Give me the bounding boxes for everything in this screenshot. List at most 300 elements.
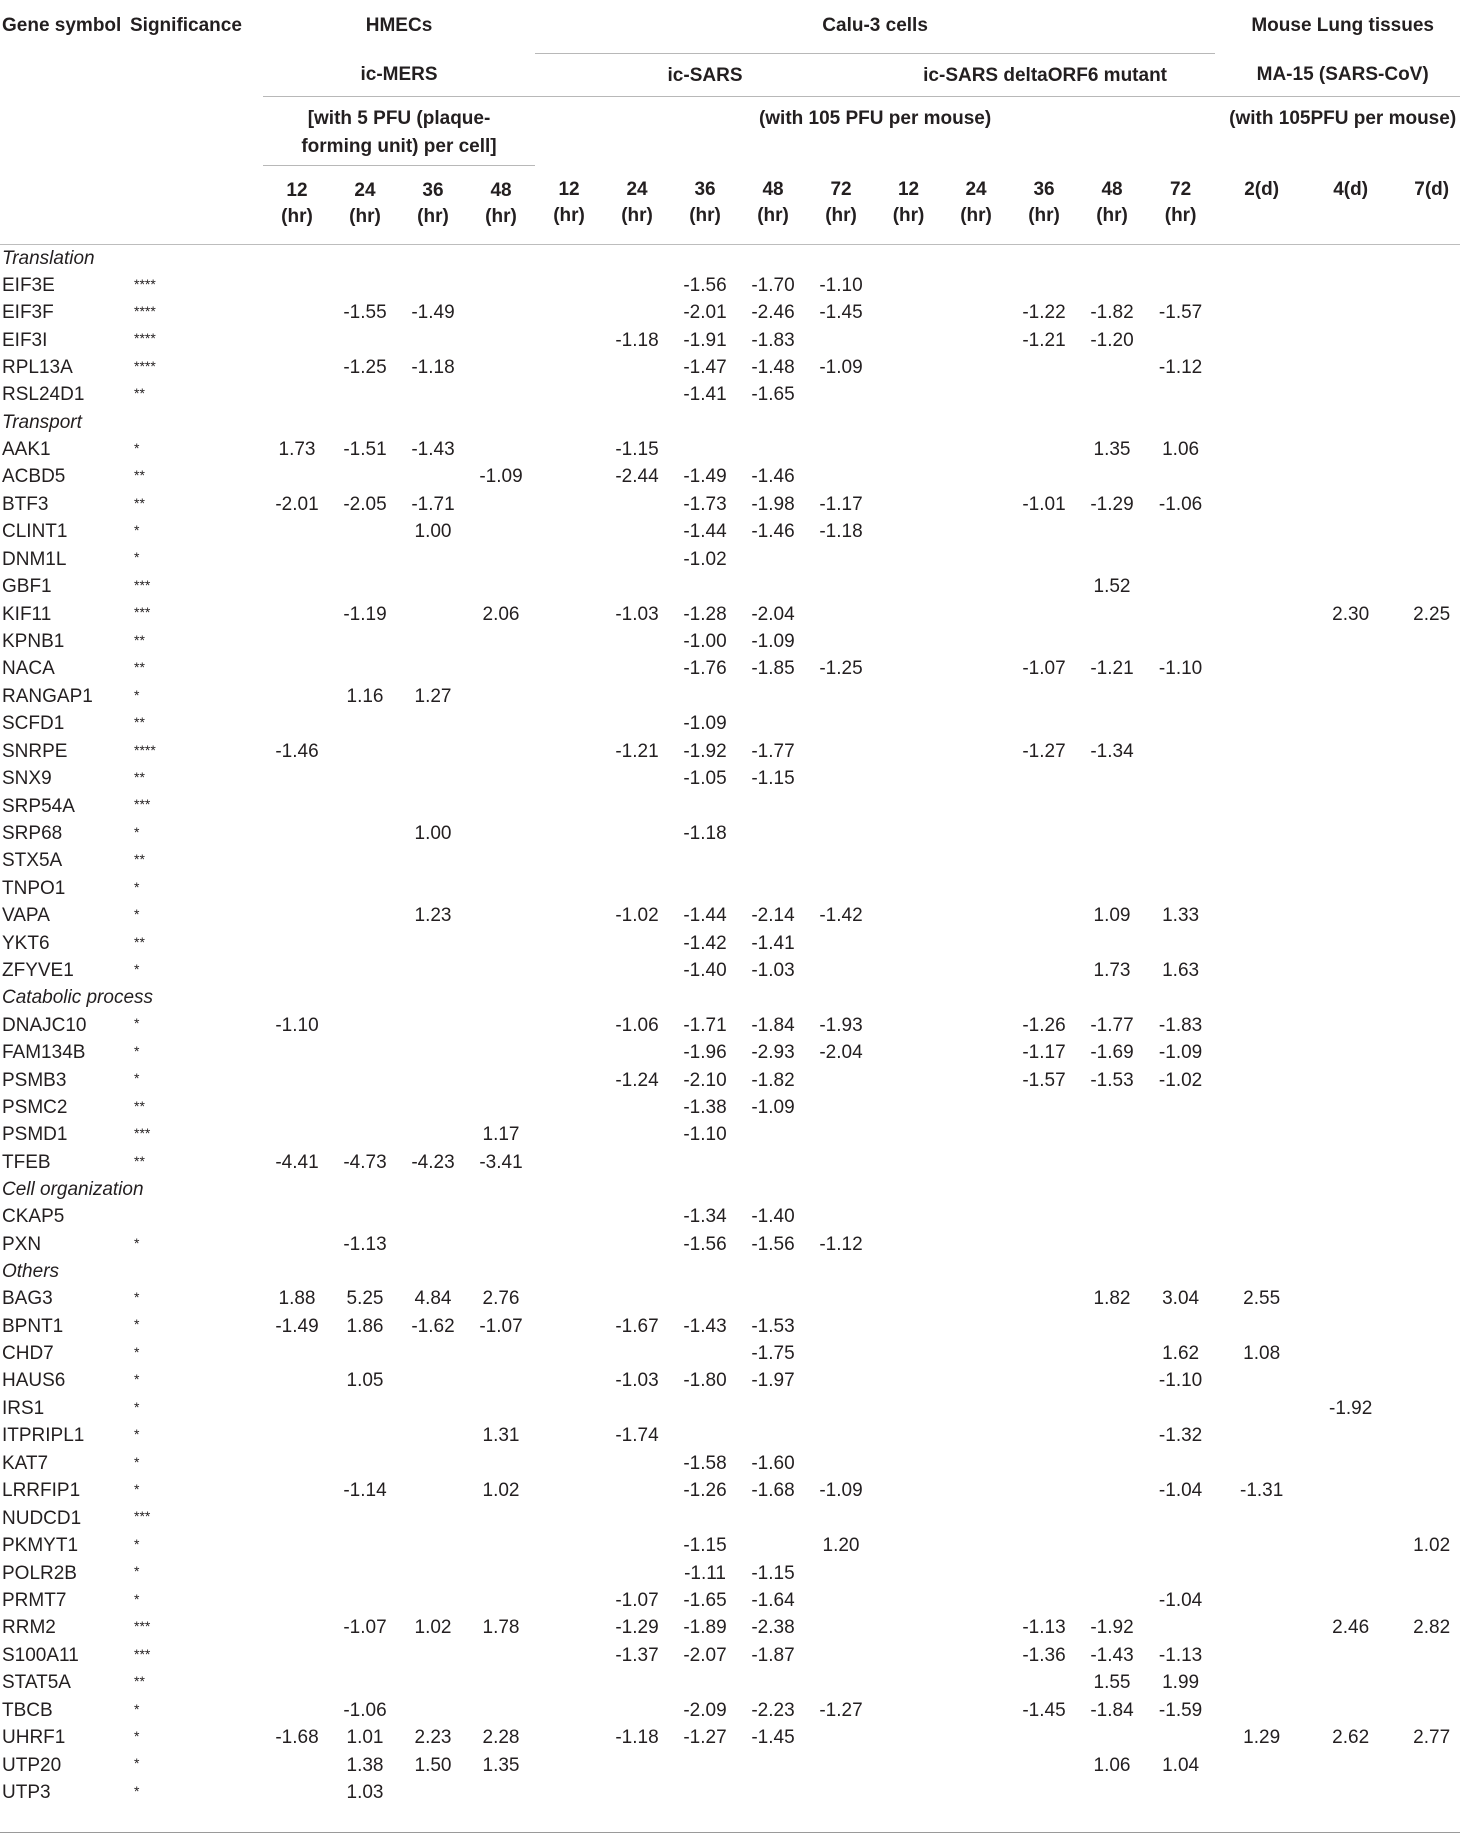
fold-change-cell: -1.91 (683, 329, 727, 351)
fold-change-cell (467, 1231, 535, 1258)
fold-change-cell (467, 1559, 535, 1586)
fold-change-cell (739, 1121, 807, 1148)
fold-change-cell: 1.16 (346, 685, 384, 707)
fold-change-cell: -1.97 (751, 1370, 795, 1392)
timepoint-value: 4(d) (1333, 179, 1369, 200)
fold-change-cell (399, 1532, 467, 1559)
fold-change-cell (1393, 902, 1460, 929)
fold-change-cell: -1.92 (683, 740, 727, 762)
fold-change-cell (1146, 1614, 1215, 1641)
fold-change-cell (399, 1094, 467, 1121)
fold-change-cell (331, 1066, 399, 1093)
fold-change-cell (1215, 902, 1308, 929)
fold-change-cell (1215, 272, 1308, 299)
fold-change-cell (331, 875, 399, 902)
fold-change-cell (1215, 792, 1308, 819)
fold-change-cell (1010, 765, 1078, 792)
fold-change-cell (467, 957, 535, 984)
fold-change-cell (399, 600, 467, 627)
fold-change-cell (875, 600, 942, 627)
fold-change-cell: 1.73 (1093, 960, 1131, 982)
fold-change-cell (399, 1367, 467, 1394)
fold-change-cell: -1.43 (683, 1315, 727, 1337)
fold-change-cell (1146, 1312, 1215, 1339)
fold-change-cell (535, 710, 603, 737)
fold-change-cell (535, 463, 603, 490)
fold-change-cell: -1.67 (615, 1315, 659, 1337)
fold-change-cell (331, 1011, 399, 1038)
table-row (0, 1697, 1460, 1724)
fold-change-cell: -1.10 (819, 274, 863, 296)
fold-change-cell (535, 1066, 603, 1093)
significance-stars: * (134, 1755, 140, 1772)
fold-change-cell: -1.26 (683, 1480, 727, 1502)
significance-stars: **** (134, 741, 156, 758)
fold-change-cell: -2.01 (275, 493, 319, 515)
fold-change-cell (807, 463, 875, 490)
significance-stars: *** (134, 576, 151, 593)
fold-change-cell: -1.80 (683, 1370, 727, 1392)
fold-change-cell (331, 463, 399, 490)
fold-change-cell: 1.52 (1093, 576, 1131, 598)
fold-change-cell (942, 628, 1010, 655)
fold-change-cell (603, 1149, 671, 1176)
fold-change-cell (739, 875, 807, 902)
fold-change-cell (467, 272, 535, 299)
fold-change-cell: -2.10 (683, 1069, 727, 1091)
fold-change-cell (1308, 1121, 1393, 1148)
fold-change-cell: -1.32 (1158, 1425, 1203, 1447)
fold-change-cell (467, 1367, 535, 1394)
gene-symbol: GBF1 (2, 576, 52, 598)
fold-change-cell (603, 847, 671, 874)
fold-change-cell (1393, 1450, 1460, 1477)
table-row (0, 628, 1460, 655)
fold-change-cell (1308, 463, 1393, 490)
table-row (0, 683, 1460, 710)
fold-change-cell (263, 628, 331, 655)
fold-change-cell (1078, 1477, 1146, 1504)
fold-change-cell: 1.63 (1162, 960, 1200, 982)
fold-change-cell: -1.98 (751, 493, 795, 515)
significance-stars: * (134, 878, 140, 895)
fold-change-cell: -1.31 (1240, 1480, 1284, 1502)
fold-change-cell (467, 655, 535, 682)
fold-change-cell (875, 1285, 942, 1312)
fold-change-cell (1078, 1367, 1146, 1394)
mouse-dose-header: (with 105PFU per mouse) (1229, 107, 1457, 129)
fold-change-cell: -1.36 (1022, 1644, 1066, 1666)
fold-change-cell (1078, 1121, 1146, 1148)
fold-change-cell (535, 820, 603, 847)
fold-change-cell: -1.45 (819, 302, 863, 324)
fold-change-cell: -1.65 (683, 1589, 727, 1611)
fold-change-cell: -1.85 (751, 658, 795, 680)
fold-change-cell (331, 381, 399, 408)
fold-change-cell (739, 436, 807, 463)
fold-change-cell (1215, 1642, 1308, 1669)
fold-change-cell (331, 1450, 399, 1477)
fold-change-cell (1010, 683, 1078, 710)
fold-change-cell (263, 902, 331, 929)
fold-change-cell: -1.87 (751, 1644, 795, 1666)
significance-stars: * (134, 1700, 140, 1717)
fold-change-cell (1393, 436, 1460, 463)
fold-change-cell (671, 875, 739, 902)
fold-change-cell (1010, 381, 1078, 408)
fold-change-cell: -1.48 (751, 357, 795, 379)
fold-change-cell (1393, 1285, 1460, 1312)
fold-change-cell (1393, 1340, 1460, 1367)
fold-change-cell (942, 1011, 1010, 1038)
table-row (0, 1231, 1460, 1258)
fold-change-cell (535, 1614, 603, 1641)
fold-change-cell (1078, 683, 1146, 710)
fold-change-cell (263, 1559, 331, 1586)
fold-change-cell (399, 1697, 467, 1724)
fold-change-cell (603, 1669, 671, 1696)
fold-change-cell: -1.92 (1329, 1397, 1373, 1419)
fold-change-cell (1010, 1477, 1078, 1504)
significance-stars: ** (134, 494, 145, 511)
ic-sars-header: ic-SARS (535, 53, 875, 96)
table-row (0, 1395, 1460, 1422)
timepoint-value: 2(d) (1244, 179, 1280, 200)
fold-change-cell (1308, 930, 1393, 957)
fold-change-cell (1010, 875, 1078, 902)
fold-change-cell: -1.17 (1022, 1042, 1066, 1064)
gene-symbol: RSL24D1 (2, 384, 85, 406)
fold-change-cell (739, 847, 807, 874)
fold-change-cell (399, 1779, 467, 1806)
fold-change-cell (467, 930, 535, 957)
fold-change-cell (739, 1751, 807, 1778)
fold-change-cell (331, 518, 399, 545)
fold-change-cell (535, 930, 603, 957)
fold-change-cell: -1.83 (1158, 1014, 1203, 1036)
fold-change-cell (1308, 1697, 1393, 1724)
fold-change-cell (671, 1340, 739, 1367)
fold-change-cell (1308, 518, 1393, 545)
timepoint-header (1308, 165, 1393, 244)
fold-change-cell (1215, 1422, 1308, 1449)
fold-change-cell (1308, 1477, 1393, 1504)
table-row (0, 573, 1460, 600)
significance-stars: * (134, 961, 140, 977)
fold-change-cell (671, 792, 739, 819)
fold-change-cell: -1.04 (1158, 1480, 1203, 1502)
significance-stars: * (134, 1070, 140, 1087)
fold-change-cell (875, 820, 942, 847)
fold-change-cell (942, 354, 1010, 381)
significance-stars: * (134, 906, 140, 923)
fold-change-cell (1010, 1779, 1078, 1806)
fold-change-cell (1393, 1203, 1460, 1230)
fold-change-cell (603, 573, 671, 600)
timepoint-header (263, 165, 331, 244)
timepoint-value: 12 (897, 179, 920, 200)
fold-change-cell (331, 272, 399, 299)
fold-change-cell (1393, 381, 1460, 408)
significance-stars: * (134, 1426, 140, 1443)
fold-change-cell (942, 1669, 1010, 1696)
fold-change-cell: 1.06 (1093, 1754, 1131, 1776)
fold-change-cell (467, 491, 535, 518)
fold-change-cell (263, 1697, 331, 1724)
fold-change-cell (331, 847, 399, 874)
significance-stars: ** (134, 1152, 145, 1169)
table-row (0, 1312, 1460, 1339)
timepoint-value: 24 (626, 179, 648, 200)
fold-change-cell (603, 628, 671, 655)
fold-change-cell (1146, 738, 1215, 765)
fold-change-cell (1215, 326, 1308, 353)
fold-change-cell: -1.09 (751, 1096, 795, 1118)
fold-change-cell (535, 902, 603, 929)
fold-change-cell: -1.53 (1090, 1069, 1134, 1091)
fold-change-cell (263, 354, 331, 381)
fold-change-cell (263, 1121, 331, 1148)
fold-change-cell: 1.88 (278, 1288, 316, 1310)
fold-change-cell (671, 847, 739, 874)
fold-change-cell (535, 1094, 603, 1121)
fold-change-cell (535, 1724, 603, 1751)
fold-change-cell (467, 573, 535, 600)
table-row (0, 491, 1460, 518)
gene-symbol: SRP54A (2, 795, 75, 817)
fold-change-cell (1215, 1039, 1308, 1066)
table-row (0, 1669, 1460, 1696)
fold-change-cell: -2.04 (751, 603, 795, 625)
fold-change-cell: 1.33 (1162, 905, 1200, 927)
fold-change-cell (807, 1367, 875, 1394)
fold-change-cell (1393, 1312, 1460, 1339)
fold-change-cell (603, 710, 671, 737)
fold-change-cell (807, 1587, 875, 1614)
fold-change-cell (875, 491, 942, 518)
fold-change-cell: -1.40 (683, 960, 727, 982)
fold-change-cell (1308, 1779, 1393, 1806)
fold-change-cell (603, 1697, 671, 1724)
fold-change-cell (942, 1395, 1010, 1422)
fold-change-cell (875, 902, 942, 929)
fold-change-cell (1393, 765, 1460, 792)
table-row (0, 655, 1460, 682)
fold-change-cell (671, 573, 739, 600)
fold-change-cell (1078, 545, 1146, 572)
fold-change-cell: -1.27 (1022, 740, 1066, 762)
fold-change-cell: -2.04 (819, 1042, 863, 1064)
fold-change-cell (739, 1395, 807, 1422)
table-row (0, 1779, 1460, 1806)
fold-change-cell (1308, 1312, 1393, 1339)
fold-change-cell (263, 1642, 331, 1669)
fold-change-cell: -1.27 (819, 1699, 863, 1721)
fold-change-cell (1146, 272, 1215, 299)
fold-change-cell (671, 1422, 739, 1449)
significance-stars: * (134, 1234, 140, 1251)
fold-change-cell (942, 1312, 1010, 1339)
fold-change-cell: -1.45 (1022, 1699, 1066, 1721)
fold-change-cell (1215, 491, 1308, 518)
significance-stars: *** (134, 1508, 151, 1525)
fold-change-cell (1078, 600, 1146, 627)
fold-change-cell (807, 1559, 875, 1586)
fold-change-cell (1393, 1422, 1460, 1449)
gene-symbol: EIF3I (2, 329, 48, 351)
fold-change-cell: -1.07 (343, 1617, 387, 1639)
fold-change-cell (1215, 545, 1308, 572)
fold-change-cell: -1.47 (683, 357, 727, 379)
fold-change-cell: -1.14 (343, 1480, 387, 1502)
significance-stars: * (134, 522, 140, 538)
fold-change-cell (807, 1751, 875, 1778)
timepoint-header (1078, 165, 1146, 244)
fold-change-cell: -1.09 (819, 1480, 863, 1502)
fold-change-cell (1078, 710, 1146, 737)
fold-change-cell: -1.82 (751, 1069, 795, 1091)
fold-change-cell (1393, 1642, 1460, 1669)
fold-change-cell: -1.53 (751, 1315, 795, 1337)
fold-change-cell: -1.18 (683, 823, 727, 845)
significance-stars: * (134, 1398, 140, 1415)
fold-change-cell (1308, 1504, 1393, 1531)
fold-change-cell (807, 1724, 875, 1751)
timepoint-unit: (hr) (621, 205, 653, 226)
fold-change-cell (603, 1504, 671, 1531)
fold-change-cell (1146, 792, 1215, 819)
fold-change-cell (399, 1121, 467, 1148)
gene-symbol: AAK1 (2, 438, 51, 460)
gene-symbol: PKMYT1 (2, 1535, 79, 1557)
timepoint-header (1010, 165, 1078, 244)
fold-change-cell (1146, 1559, 1215, 1586)
timepoint-unit: (hr) (553, 205, 585, 226)
fold-change-cell: 2.06 (482, 603, 520, 625)
significance-stars: * (134, 549, 140, 566)
fold-change-cell (535, 1340, 603, 1367)
gene-symbol: CKAP5 (2, 1206, 65, 1228)
table-row (0, 1121, 1460, 1148)
table-header (0, 0, 1460, 244)
fold-change-cell (1215, 1231, 1308, 1258)
fold-change-cell (1215, 1779, 1308, 1806)
fold-change-cell (535, 628, 603, 655)
fold-change-cell: -1.15 (751, 768, 795, 790)
fold-change-cell (807, 792, 875, 819)
fold-change-cell (875, 463, 942, 490)
fold-change-cell (1010, 1367, 1078, 1394)
fold-change-cell (1308, 491, 1393, 518)
fold-change-cell (739, 820, 807, 847)
fold-change-cell: -1.10 (1158, 658, 1203, 680)
fold-change-cell (875, 710, 942, 737)
fold-change-cell: -1.06 (343, 1699, 387, 1721)
fold-change-cell (263, 820, 331, 847)
fold-change-cell: 1.01 (346, 1727, 384, 1749)
fold-change-cell (1393, 930, 1460, 957)
fold-change-cell (1146, 326, 1215, 353)
fold-change-cell (467, 738, 535, 765)
fold-change-cell: 1.82 (1093, 1288, 1131, 1310)
fold-change-cell (807, 1614, 875, 1641)
fold-change-cell (603, 491, 671, 518)
fold-change-cell (942, 765, 1010, 792)
fold-change-cell (1010, 1312, 1078, 1339)
fold-change-cell (807, 600, 875, 627)
fold-change-cell (1146, 875, 1215, 902)
fold-change-cell (1078, 1504, 1146, 1531)
fold-change-cell (399, 930, 467, 957)
fold-change-cell (603, 1121, 671, 1148)
timepoint-unit: (hr) (960, 205, 992, 226)
gene-symbol: EIF3E (2, 274, 55, 296)
significance-stars: ** (134, 1673, 145, 1690)
table-row (0, 1203, 1460, 1230)
fold-change-cell (739, 1422, 807, 1449)
fold-change-cell (535, 1477, 603, 1504)
fold-change-cell (399, 1587, 467, 1614)
fold-change-cell (263, 545, 331, 572)
timepoint-unit: (hr) (485, 205, 517, 227)
fold-change-cell (1078, 1231, 1146, 1258)
fold-change-cell (1393, 545, 1460, 572)
fold-change-cell (1078, 1559, 1146, 1586)
fold-change-cell (1010, 1285, 1078, 1312)
fold-change-cell (535, 381, 603, 408)
fold-change-cell (1146, 710, 1215, 737)
fold-change-cell (263, 518, 331, 545)
gene-symbol: ITPRIPL1 (2, 1425, 85, 1447)
fold-change-cell: -1.10 (683, 1124, 727, 1146)
fold-change-cell (1308, 1231, 1393, 1258)
fold-change-cell: -1.07 (479, 1315, 523, 1337)
fold-change-cell (535, 765, 603, 792)
fold-change-cell (1308, 545, 1393, 572)
fold-change-cell (1308, 820, 1393, 847)
significance-stars: * (134, 1042, 140, 1059)
fold-change-cell (875, 1559, 942, 1586)
timepoint-value: 48 (1101, 179, 1123, 200)
fold-change-cell: -1.07 (615, 1589, 659, 1611)
fold-change-cell (535, 1587, 603, 1614)
fold-change-cell (535, 545, 603, 572)
fold-change-cell: -1.09 (819, 357, 863, 379)
fold-change-cell (1146, 1724, 1215, 1751)
fold-change-cell (1308, 1039, 1393, 1066)
fold-change-cell (467, 820, 535, 847)
fold-change-cell: -1.84 (751, 1014, 795, 1036)
timepoint-value: 7(d) (1414, 179, 1450, 200)
fold-change-cell (942, 1477, 1010, 1504)
fold-change-cell (942, 1642, 1010, 1669)
fold-change-cell (875, 1340, 942, 1367)
gene-symbol: IRS1 (2, 1397, 45, 1419)
fold-change-cell (807, 628, 875, 655)
fold-change-cell: -1.77 (751, 740, 795, 762)
fold-change-cell (1215, 1395, 1308, 1422)
fold-change-cell (875, 683, 942, 710)
fold-change-cell: -1.02 (683, 548, 727, 570)
fold-change-cell (1215, 463, 1308, 490)
fold-change-cell (1308, 1094, 1393, 1121)
table-row (0, 436, 1460, 463)
fold-change-cell (1146, 1231, 1215, 1258)
fold-change-cell: -1.27 (683, 1727, 727, 1749)
fold-change-cell (603, 518, 671, 545)
fold-change-cell (807, 1340, 875, 1367)
fold-change-cell (1215, 1094, 1308, 1121)
